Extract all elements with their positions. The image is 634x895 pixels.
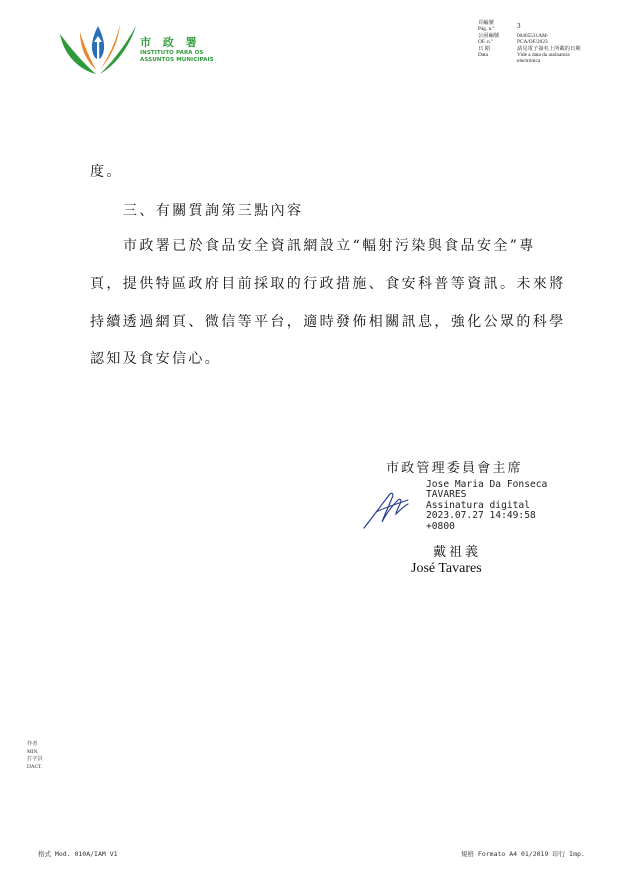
body-line: 市政署已於食品安全資訊網設立“輻射污染與食品安全”專 bbox=[123, 238, 536, 254]
body-line: 認知及食安信心。 bbox=[90, 351, 222, 367]
sig-meta-line: +0800 bbox=[426, 520, 455, 532]
handwritten-signature-icon bbox=[362, 488, 412, 530]
logo-text bbox=[140, 36, 214, 63]
sig-meta-line: TAVARES bbox=[426, 489, 467, 501]
body-line: 持續透過網頁、微信等平台，適時發佈相關訊息，強化公眾的科學 bbox=[90, 314, 566, 330]
ref-page-number: 3 bbox=[517, 22, 521, 31]
footer-form-code: 格式 Mod. 010A/IAM V1 bbox=[38, 850, 118, 858]
ref-label: Data bbox=[478, 51, 488, 58]
logo-name-cn: 市 政 署 bbox=[140, 36, 201, 49]
footer-format: 規格 Formato A4 01/2019 印行 Imp. bbox=[461, 850, 585, 858]
ref-value: Vide a data da assinatura bbox=[517, 51, 570, 58]
logo-name-en-2: ASSUNTOS MUNICIPAIS bbox=[140, 56, 214, 63]
reference-block bbox=[478, 20, 628, 65]
iam-logo bbox=[58, 20, 218, 76]
ref-label: 日 期 bbox=[478, 45, 490, 52]
section-heading: 三、有關質詢第三點內容 bbox=[123, 203, 304, 219]
ref-label: OF. n.º bbox=[478, 39, 493, 46]
sig-meta-line: 2023.07.27 14:49:58 bbox=[426, 510, 536, 522]
side-label: 作者 bbox=[27, 741, 38, 747]
ref-label: 公函編號 bbox=[478, 32, 500, 39]
iam-emblem-icon bbox=[58, 20, 138, 76]
ref-value: 00405531AM- bbox=[517, 32, 549, 39]
digital-signature-meta bbox=[426, 480, 547, 532]
side-label: DACT. bbox=[27, 763, 43, 770]
side-label: MIN. bbox=[27, 748, 39, 755]
ref-value: electrónica bbox=[517, 58, 541, 65]
signatory-name-cn: 戴祖義 bbox=[433, 545, 482, 560]
body-line: 度。 bbox=[90, 164, 123, 180]
signatory-name-en: José Tavares bbox=[411, 561, 482, 576]
ref-value: PCA/OF/2023 bbox=[517, 39, 548, 46]
ref-label: 頁編號 bbox=[478, 20, 494, 26]
sig-meta-line: Assinatura digital bbox=[426, 499, 530, 511]
sig-meta-line: Jose Maria Da Fonseca bbox=[426, 479, 548, 490]
body-line: 頁，提供特區政府目前採取的行政措施、食安科普等資訊。未來將 bbox=[90, 276, 566, 292]
ref-label: Pág. n.º bbox=[478, 26, 495, 33]
logo-name-en-1: INSTITUTO PARA OS bbox=[140, 50, 204, 56]
ref-row bbox=[478, 58, 628, 64]
side-labels bbox=[27, 741, 43, 771]
signatory-title: 市政管理委員會主席 bbox=[386, 461, 523, 476]
ref-value: 請見電子簽名上所載的日期 bbox=[517, 45, 581, 52]
side-label: 打字員 bbox=[27, 756, 43, 763]
